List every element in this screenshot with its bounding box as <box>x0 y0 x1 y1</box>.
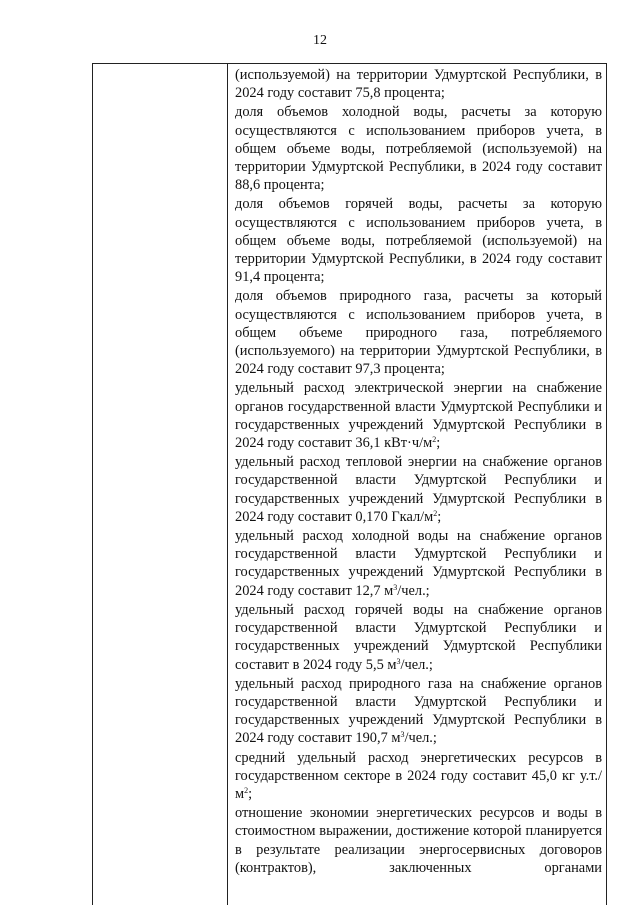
paragraph-cold-water-consumption: удельный расход холодной воды на снабжение органов государственной власти Удмуртской Республики и государственных учреждений Удмуртской Республики в 2024 году составит 12,7 $м^3$/чел.; <box>235 528 602 599</box>
paragraph-electric-energy-consumption: удельный расход электрической энергии на снабжение органов государственной власти Удмуртской Республики и государственных учреждений Удмуртской Республики в 2024 году составит 36,1 $кВт\cdot ч/м^2$; <box>235 380 602 452</box>
paragraph-cold-water-metering: доля объемов холодной воды, расчеты за которую осуществляются с использованием приборов учета, в общем объеме воды, потребляемой (используемой) на территории Удмуртской Республики, в 2024 году составит 88,6 процента; <box>235 104 602 194</box>
paragraph-hot-water-consumption: удельный расход горячей воды на снабжение органов государственной власти Удмуртской Республики и государственных учреждений Удмуртской Республики составит в 2024 году 5,5 $м^3$/чел.; <box>235 601 602 673</box>
paragraph-natural-gas-metering: доля объемов природного газа, расчеты за который осуществляются с использованием приборов учета, в общем объеме природного газа, потребляемого (используемого) на территории Удмуртской Республики, в 2024 году составит 97,3 процента; <box>235 288 602 378</box>
table-right-cell <box>228 64 606 905</box>
page-number: 12 <box>313 33 327 48</box>
paragraph-hot-water-metering: доля объемов горячей воды, расчеты за которую осуществляются с использованием приборов учета, в общем объеме воды, потребляемой (используемой) на территории Удмуртской Республики, в 2024 году составит 91,4 процента; <box>235 196 602 286</box>
document-table <box>92 63 607 905</box>
paragraph-average-energy-consumption: средний удельный расход энергетических ресурсов в государственном секторе в 2024 году составит 45,0 кг $у.т./м^2$; <box>235 749 602 802</box>
paragraph-energy-savings-ratio: отношение экономии энергетических ресурсов и воды в стоимостном выражении, достижение которой планируется в результате реализации энергосервисных договоров (контрактов), заключенных органами <box>235 805 602 876</box>
paragraph-cold-water-continuation: (используемой) на территории Удмуртской Республики, в 2024 году составит 75,8 процента; <box>235 67 602 102</box>
table-left-cell <box>93 64 228 905</box>
paragraph-heat-energy-consumption: удельный расход тепловой энергии на снабжение органов государственной власти Удмуртской Республики и государственных учреждений Удмуртской Республики в 2024 году составит 0,170 Гкал/$м^2$; <box>235 454 602 525</box>
paragraph-natural-gas-consumption: удельный расход природного газа на снабжение органов государственной власти Удмуртской Республики и государственных учреждений Удмуртской Республики в 2024 году составит 190,7 $м^3$/чел.; <box>235 675 602 747</box>
